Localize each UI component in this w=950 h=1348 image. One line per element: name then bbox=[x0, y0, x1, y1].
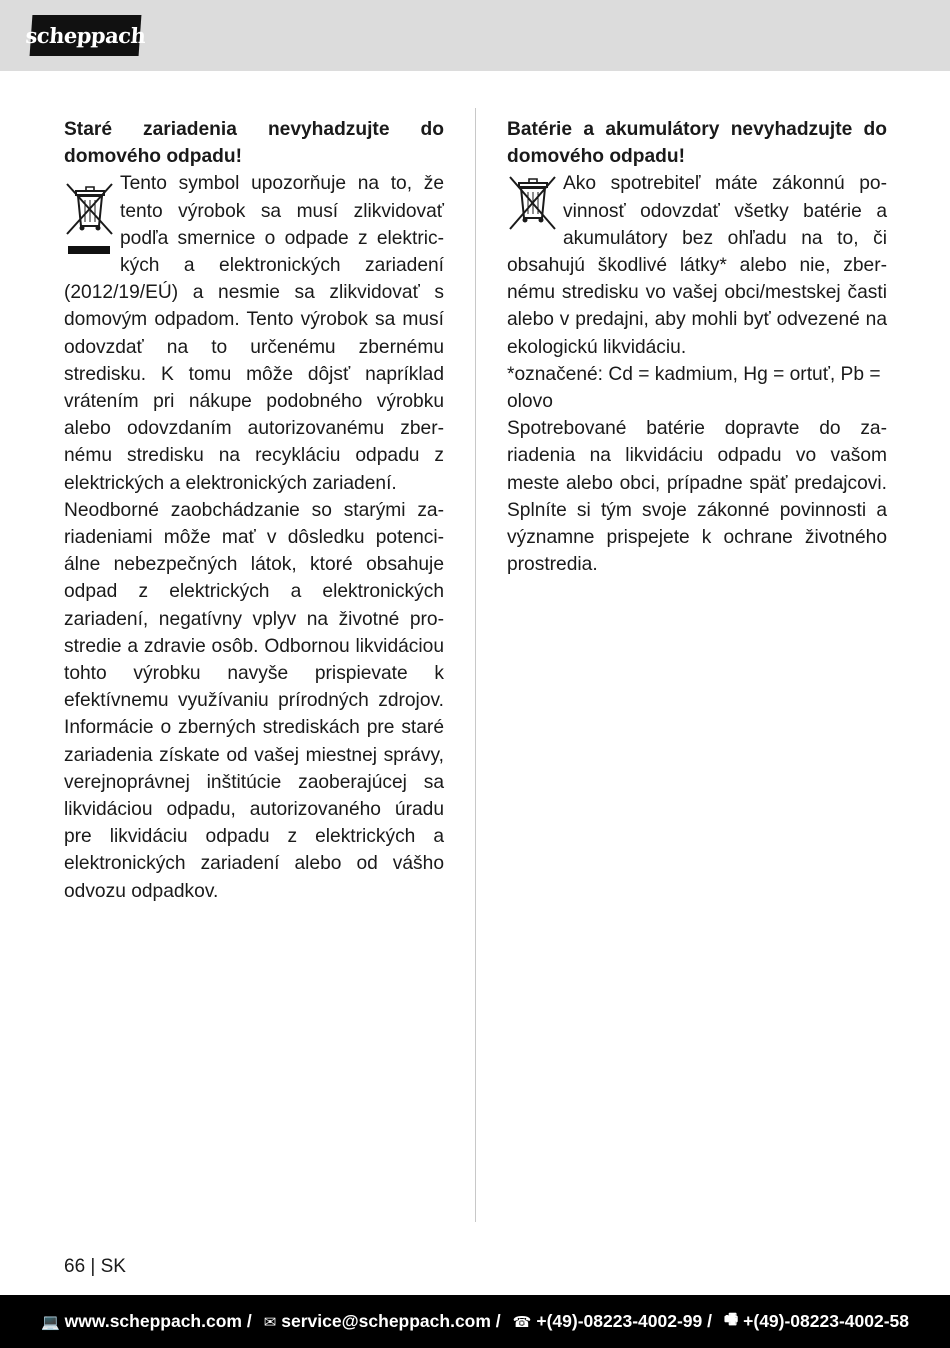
fax-icon: 🖷 bbox=[723, 1311, 739, 1328]
footer-website[interactable]: www.scheppach.com / bbox=[64, 1311, 252, 1331]
right-paragraph-2: *označené: Cd = kadmium, Hg = ortuť, Pb = olovo bbox=[507, 363, 881, 413]
scheppach-logo: scheppach bbox=[30, 15, 142, 56]
mail-icon: ✉ bbox=[263, 1313, 277, 1331]
left-column bbox=[64, 116, 444, 905]
header-bar bbox=[0, 0, 950, 71]
right-paragraph-1: Ako spotrebiteľ máte zákonnú povinnosť odovzdať všetky batérie a akumulátory bez ohľadu na to, či obsahujú škodlivé látky* alebo nie, zbernému stredisku vo vašej obci/mestskej časti alebo v predajni, aby mohli byť odvezené na ekologickú likvidáciu. bbox=[507, 173, 887, 358]
battery-bin-icon bbox=[507, 174, 559, 234]
footer-phone: +(49)-08223-4002-99 / bbox=[536, 1311, 712, 1331]
phone-icon: ☎ bbox=[512, 1313, 532, 1331]
weee-bin-icon bbox=[64, 174, 116, 256]
footer-fax: +(49)-08223-4002-58 bbox=[743, 1311, 910, 1331]
right-heading: Batérie a akumulátory nevyhadzujte do domového odpadu! bbox=[507, 119, 887, 168]
right-column bbox=[507, 116, 887, 578]
page-number: 66 | SK bbox=[64, 1256, 126, 1277]
footer-bar bbox=[0, 1295, 950, 1348]
footer-email[interactable]: service@scheppach.com / bbox=[281, 1311, 501, 1331]
left-paragraph-1: Tento symbol upozorňuje na to, že tento výrobok sa musí zlikvidovať podľa smernice o odpade z elektrických a elektronických zariadení (2012/19/EÚ) a nesmie sa zlikvidovať s domovým odpadom. Tento výrobok sa musí odovzdať na to určenému zbernému stredisku. K tomu môže dôjsť napríklad vrátením pri nákupe podobného výrobku alebo odovzdaním autorizovanému zbernému stredisku na recykláciu odpadu z elektrických a elektronických zariadení. bbox=[64, 173, 444, 494]
computer-icon: 💻 bbox=[40, 1313, 60, 1331]
right-paragraph-3: Spotrebované batérie dopravte do zariadenia na likvidáciu odpadu vo vašom meste alebo obci, prípadne späť predajcovi. Splníte si tým svoje zákonné povinnosti a významne prispejete k ochrane životného prostredia. bbox=[507, 418, 887, 576]
column-divider bbox=[475, 108, 476, 1222]
left-paragraph-2: Neodborné zaobchádzanie so starými zariadeniami môže mať v dôsledku potenciálne nebezpečných látok, ktoré obsahuje odpad z elektrických a elektronických zariadení, negatívny vplyv na životné prostredie a zdravie osôb. Odbornou likvidáciou tohto výrobku navyše prispievate k efektívnemu využívaniu prírodných zdrojov. Informácie o zberných strediskách pre staré zariadenia získate od vašej miestnej správy, verejnoprávnej inštitúcie zaoberajúcej sa likvidáciou odpadu, autorizovaného úradu pre likvidáciu odpadu z elektrických a elektronických zariadení alebo od vášho odvozu odpadkov. bbox=[64, 499, 444, 902]
left-heading: Staré zariadenia nevyhadzujte do domového odpadu! bbox=[64, 119, 444, 168]
